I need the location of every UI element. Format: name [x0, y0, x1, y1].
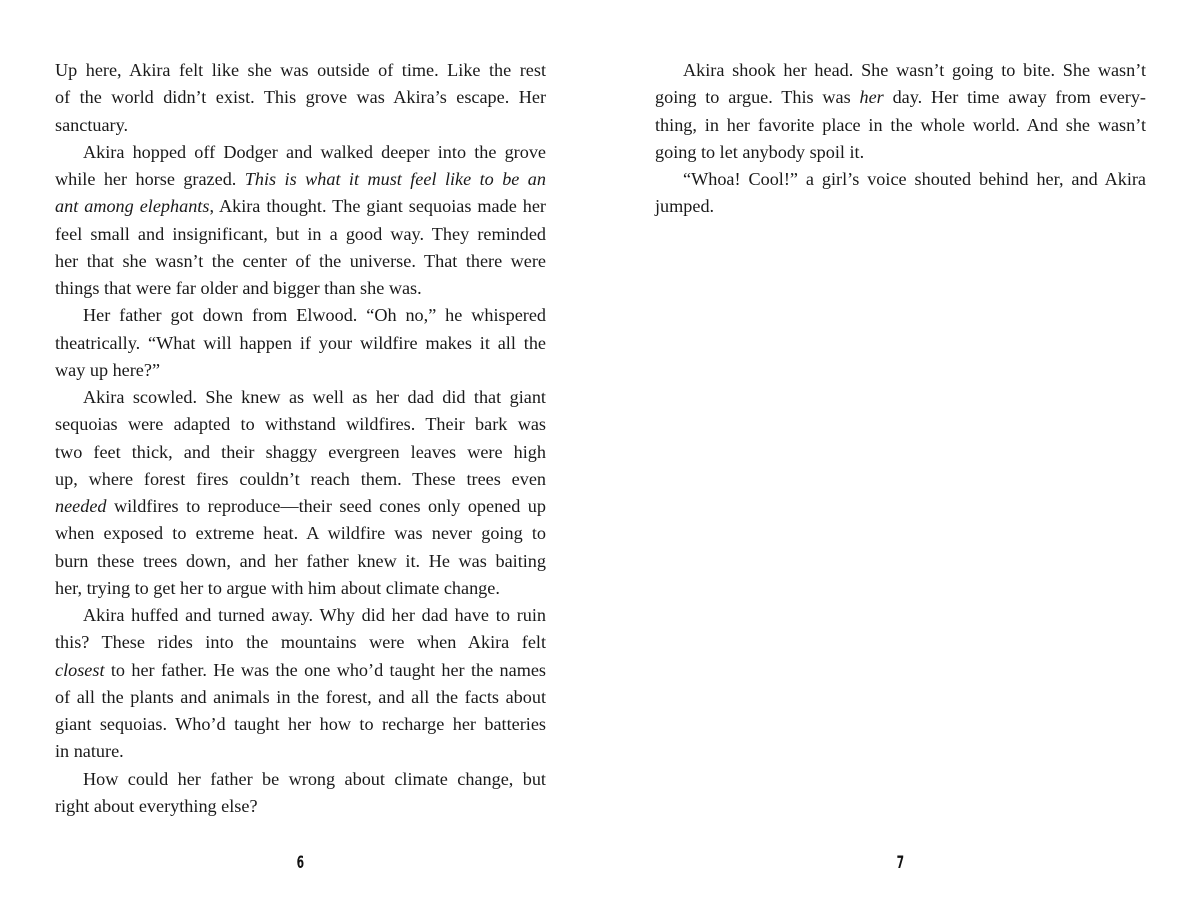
text-line: [55, 684, 546, 711]
text-run: feel small and insignificant, but in a good way. They reminded: [55, 223, 546, 244]
left-page-text: [55, 57, 546, 820]
text-line: [55, 384, 546, 411]
text-line: [55, 793, 546, 820]
text-line: [55, 493, 546, 520]
text-run: of all the plants and animals in the forest, and all the facts about: [55, 686, 546, 707]
text-run: Akira shook her head. She wasn’t going to bite. She wasn’t: [683, 60, 1146, 80]
text-run: Akira hopped off Dodger and walked deeper into the grove: [83, 141, 546, 162]
text-line: [655, 112, 1146, 139]
text-line: [55, 248, 546, 275]
text-line: [55, 602, 546, 629]
text-line: [55, 193, 546, 220]
text-run: Akira scowled. She knew as well as her dad did that giant: [83, 387, 546, 407]
text-line: [55, 139, 546, 166]
page-number-left: 6: [296, 853, 305, 873]
text-line: [55, 575, 546, 602]
text-line: [55, 411, 546, 438]
text-line: [55, 275, 546, 302]
text-run: right about everything else?: [55, 795, 258, 816]
italic-text-run: closest: [55, 659, 105, 680]
text-run: two feet thick, and their shaggy evergreen leaves were high: [55, 441, 546, 462]
text-run: when exposed to extreme heat. A wildfire was never going to: [55, 523, 546, 544]
text-line: [55, 166, 546, 193]
text-line: [55, 57, 546, 84]
italic-text-run: This is what it must feel like to be an: [244, 169, 546, 189]
text-run: her, trying to get her to argue with him about climate change.: [55, 577, 500, 598]
text-run: things that were far older and bigger than she was.: [55, 278, 422, 298]
text-line: [55, 439, 546, 466]
text-line: [655, 193, 1146, 220]
text-line: [55, 112, 546, 139]
text-run: thing, in her favorite place in the whole world. And she wasn’t: [655, 114, 1146, 135]
text-run: way up here?”: [55, 359, 161, 380]
text-run: “Whoa! Cool!” a girl’s voice shouted behind her, and Akira: [683, 169, 1146, 189]
italic-text-run: ant among elephants: [55, 196, 210, 217]
text-run: to her father. He was the one who’d taught her the names: [104, 659, 546, 680]
text-run: her that she wasn’t the center of the universe. That there were: [55, 250, 546, 271]
text-run: jumped.: [655, 196, 715, 217]
text-line: [55, 711, 546, 738]
text-line: [55, 657, 546, 684]
text-run: day. Her time away from every-: [883, 87, 1146, 108]
text-run: of the world didn’t exist. This grove was Akira’s escape. Her: [55, 87, 546, 108]
text-line: [55, 221, 546, 248]
text-line: [55, 330, 546, 357]
text-run: giant sequoias. Who’d taught her how to recharge her batteries: [55, 714, 546, 734]
text-run: Up here, Akira felt like she was outside of time. Like the rest: [55, 60, 546, 80]
text-line: [655, 57, 1146, 84]
text-run: Her father got down from Elwood. “Oh no,” he whispered: [83, 305, 546, 326]
text-run: up, where forest fires couldn’t reach them. These trees even: [55, 468, 546, 489]
text-line: [55, 466, 546, 493]
text-run: sequoias were adapted to withstand wildfires. Their bark was: [55, 414, 546, 435]
text-line: [55, 738, 546, 765]
page-number-right: 7: [896, 853, 905, 873]
text-line: [55, 629, 546, 656]
text-run: going to let anybody spoil it.: [655, 141, 865, 162]
text-run: Akira huffed and turned away. Why did her dad have to ruin: [83, 605, 546, 625]
text-line: [655, 84, 1146, 111]
text-run: , Akira thought. The giant sequoias made her: [209, 196, 546, 217]
text-line: [655, 166, 1146, 193]
text-run: burn these trees down, and her father knew it. He was baiting: [55, 550, 546, 571]
text-line: [55, 302, 546, 329]
text-run: in nature.: [55, 741, 124, 762]
text-run: while her horse grazed.: [55, 169, 245, 189]
text-line: [655, 139, 1146, 166]
text-run: How could her father be wrong about climate change, but: [83, 768, 546, 789]
text-line: [55, 548, 546, 575]
text-run: sanctuary.: [55, 114, 129, 135]
text-line: [55, 357, 546, 384]
italic-text-run: her: [859, 87, 884, 108]
text-line: [55, 766, 546, 793]
text-line: [55, 520, 546, 547]
text-run: going to argue. This was: [655, 87, 860, 108]
text-run: wildfires to reproduce—their seed cones only opened up: [106, 496, 546, 516]
text-line: [55, 84, 546, 111]
text-run: theatrically. “What will happen if your wildfire makes it all the: [55, 332, 546, 353]
italic-text-run: needed: [55, 496, 107, 516]
text-run: this? These rides into the mountains were when Akira felt: [55, 632, 546, 653]
right-page-text: [655, 57, 1146, 221]
